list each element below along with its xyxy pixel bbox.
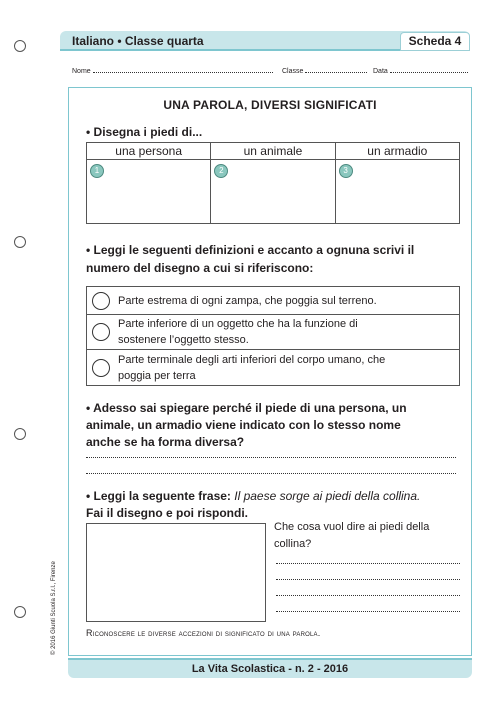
classe-field[interactable] [282, 67, 367, 75]
definition-row [87, 350, 459, 385]
number-badge: 3 [339, 164, 353, 178]
drawing-cell-persona[interactable] [87, 143, 211, 223]
definition-text: Parte inferiore di un oggetto che ha la funzione di sostenere l’oggetto stesso. [118, 318, 358, 346]
copyright-text: © 2016 Giunti Scuola S.r.l., Firenze [51, 561, 57, 655]
binder-hole [14, 236, 26, 248]
question-1: • Disegna i piedi di... [86, 125, 203, 139]
definition-row [87, 287, 459, 315]
worksheet-title: UNA PAROLA, DIVERSI SIGNIFICATI [163, 98, 377, 112]
question-4-line-1: • Leggi la seguente frase: Il paese sorge ai piedi della collina. [86, 489, 421, 503]
definition-row [87, 315, 459, 350]
classe-line[interactable] [305, 67, 367, 73]
footer-bar: La Vita Scolastica - n. 2 - 2016 [68, 658, 472, 678]
answer-circle[interactable] [92, 292, 110, 310]
answer-line[interactable] [86, 457, 456, 458]
drawing-cell-animale[interactable] [211, 143, 335, 223]
example-sentence: Il paese sorge ai piedi della collina. [234, 489, 421, 503]
number-badge: 1 [90, 164, 104, 178]
data-label: Data [373, 68, 388, 75]
question-2-line-2: numero del disegno a cui si riferiscono: [86, 261, 314, 275]
answer-circle[interactable] [92, 323, 110, 341]
binder-hole [14, 606, 26, 618]
definition-text: Parte terminale degli arti inferiori del corpo umano, che poggia per terra [118, 353, 386, 382]
answer-line[interactable] [276, 579, 460, 580]
answer-line[interactable] [276, 563, 460, 564]
column-header: un animale [211, 143, 334, 160]
classe-label: Classe [282, 68, 304, 75]
learning-objective: Riconoscere le diverse accezioni di significato di una parola. [86, 628, 321, 638]
question-2-line-1: • Leggi le seguenti definizioni e accanto a ognuna scrivi il [86, 243, 415, 257]
data-line[interactable] [390, 67, 468, 73]
drawing-table [86, 142, 460, 224]
nome-line[interactable] [93, 67, 273, 73]
nome-field[interactable] [72, 67, 273, 75]
answer-line[interactable] [86, 473, 456, 474]
binder-hole [14, 428, 26, 440]
answer-circle[interactable] [92, 359, 110, 377]
nome-label: Nome [72, 68, 91, 75]
binder-hole [14, 40, 26, 52]
definitions-table [86, 286, 460, 386]
answer-line[interactable] [276, 611, 460, 612]
question-3-line-2: animale, un armadio viene indicato con lo stesso nome [86, 418, 401, 432]
question-3-line-1: • Adesso sai spiegare perché il piede di una persona, un [86, 401, 407, 415]
question-4-line-2: Fai il disegno e poi rispondi. [86, 506, 249, 520]
drawing-cell-armadio[interactable] [336, 143, 459, 223]
number-badge: 2 [214, 164, 228, 178]
drawing-box[interactable] [86, 523, 266, 622]
column-header: un armadio [336, 143, 459, 160]
data-field[interactable] [373, 67, 468, 75]
side-question: Che cosa vuol dire ai piedi della collina? [274, 521, 430, 550]
scheda-label: Scheda 4 [400, 32, 470, 51]
definition-text: Parte estrema di ogni zampa, che poggia sul terreno. [118, 294, 377, 307]
answer-line[interactable] [276, 595, 460, 596]
question-3-line-3: anche se ha forma diversa? [86, 435, 245, 449]
column-header: una persona [87, 143, 210, 160]
header-title: Italiano • Classe quarta [72, 34, 204, 48]
